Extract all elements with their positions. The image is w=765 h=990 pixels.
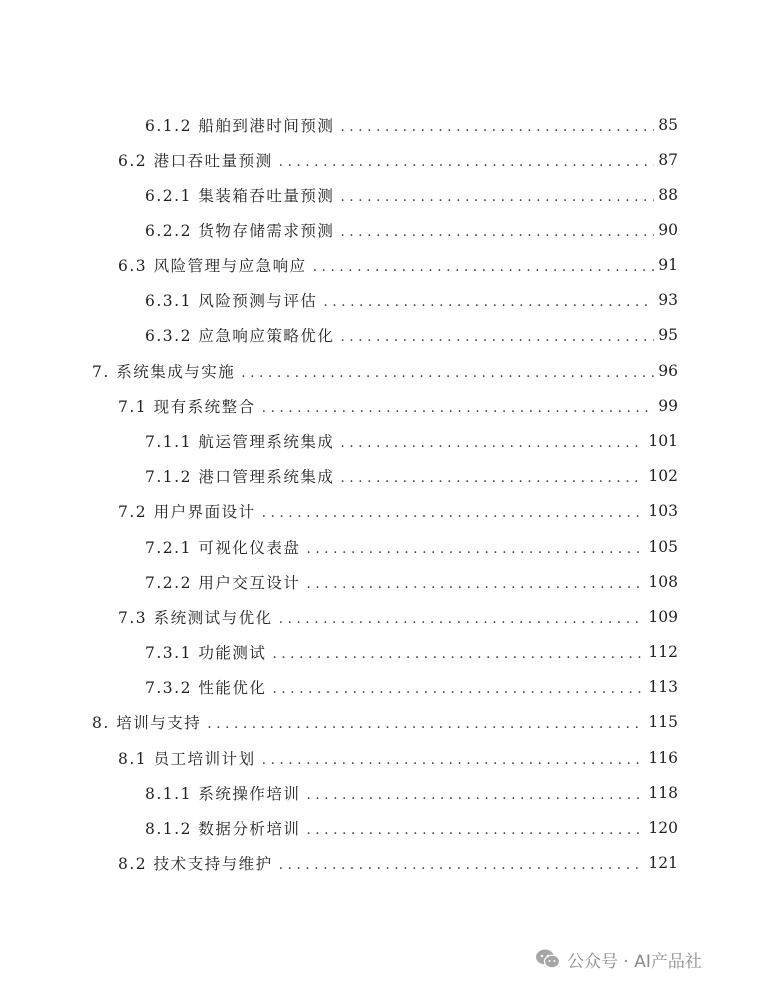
toc-entry-label: 7.2.2 用户交互设计 bbox=[145, 574, 301, 592]
toc-entry-page: 102 bbox=[648, 467, 678, 485]
wechat-icon bbox=[535, 948, 561, 970]
toc-entry-label: 6.2 港口吞吐量预测 bbox=[118, 152, 273, 170]
toc-entry-page: 99 bbox=[658, 397, 678, 415]
dot-leader bbox=[279, 851, 645, 875]
toc-entry-label: 7.1.2 港口管理系统集成 bbox=[145, 468, 335, 486]
dot-leader bbox=[340, 464, 644, 488]
watermark bbox=[535, 944, 702, 974]
dot-leader bbox=[262, 499, 645, 523]
toc-entry-page: 112 bbox=[648, 643, 678, 661]
toc-entry-page: 105 bbox=[648, 538, 678, 556]
toc-entry-label: 7.3.2 性能优化 bbox=[145, 679, 267, 697]
dot-leader bbox=[340, 429, 644, 453]
toc-entry-page: 115 bbox=[648, 713, 678, 731]
toc-entry[interactable] bbox=[145, 535, 678, 559]
toc-entry-page: 93 bbox=[658, 291, 678, 309]
dot-leader bbox=[340, 218, 654, 242]
dot-leader bbox=[262, 746, 645, 770]
toc-entry-label: 8. 培训与支持 bbox=[92, 714, 202, 732]
toc-entry-page: 120 bbox=[648, 819, 678, 837]
toc-entry[interactable] bbox=[118, 148, 678, 172]
toc-entry-label: 7. 系统集成与实施 bbox=[92, 363, 236, 381]
toc-entry-label: 6.3.1 风险预测与评估 bbox=[145, 292, 318, 310]
toc-entry[interactable] bbox=[145, 218, 678, 242]
toc-entry-page: 87 bbox=[658, 151, 678, 169]
toc-entry-label: 8.2 技术支持与维护 bbox=[118, 855, 273, 873]
toc-entry[interactable] bbox=[92, 710, 678, 734]
dot-leader bbox=[207, 710, 644, 734]
toc-entry-page: 108 bbox=[648, 573, 678, 591]
dot-leader bbox=[340, 323, 654, 347]
dot-leader bbox=[272, 675, 644, 699]
toc-entry[interactable] bbox=[145, 464, 678, 488]
dot-leader bbox=[241, 359, 654, 383]
toc-entry-label: 6.2.2 货物存储需求预测 bbox=[145, 222, 335, 240]
toc-entry-page: 121 bbox=[648, 854, 678, 872]
toc-entry-label: 8.1 员工培训计划 bbox=[118, 750, 256, 768]
toc-entry[interactable] bbox=[118, 605, 678, 629]
toc-entry[interactable] bbox=[145, 323, 678, 347]
toc-entry-label: 7.1.1 航运管理系统集成 bbox=[145, 433, 335, 451]
toc-entry-page: 88 bbox=[658, 186, 678, 204]
dot-leader bbox=[306, 781, 644, 805]
toc-entry[interactable] bbox=[92, 359, 678, 383]
dot-leader bbox=[279, 148, 655, 172]
toc-entry-label: 6.3 风险管理与应急响应 bbox=[118, 257, 307, 275]
toc-entry[interactable] bbox=[145, 183, 678, 207]
toc-entry-page: 90 bbox=[658, 221, 678, 239]
toc-entry[interactable] bbox=[145, 113, 678, 137]
dot-leader bbox=[306, 570, 644, 594]
toc-entry[interactable] bbox=[118, 394, 678, 418]
toc-entry-page: 96 bbox=[658, 362, 678, 380]
toc-entry-label: 6.3.2 应急响应策略优化 bbox=[145, 327, 335, 345]
toc-entry-label: 7.1 现有系统整合 bbox=[118, 398, 256, 416]
dot-leader bbox=[306, 816, 644, 840]
toc-entry-page: 118 bbox=[648, 784, 678, 802]
watermark-text: 公众号 · AI产品社 bbox=[567, 951, 702, 972]
toc-entry-page: 95 bbox=[658, 326, 678, 344]
toc-entry-label: 8.1.2 数据分析培训 bbox=[145, 820, 301, 838]
toc-entry-page: 91 bbox=[658, 256, 678, 274]
dot-leader bbox=[306, 535, 644, 559]
toc-entry-label: 7.2 用户界面设计 bbox=[118, 503, 256, 521]
dot-leader bbox=[279, 605, 645, 629]
toc-entry[interactable] bbox=[145, 675, 678, 699]
toc-entry[interactable] bbox=[145, 816, 678, 840]
toc-entry[interactable] bbox=[118, 851, 678, 875]
toc-entry-page: 85 bbox=[658, 116, 678, 134]
toc-entry[interactable] bbox=[118, 253, 678, 277]
dot-leader bbox=[340, 183, 654, 207]
toc-entry-label: 6.1.2 船舶到港时间预测 bbox=[145, 117, 335, 135]
toc-entry-page: 103 bbox=[648, 502, 678, 520]
toc-entry[interactable] bbox=[118, 499, 678, 523]
toc-entry-page: 116 bbox=[648, 749, 678, 767]
toc-entry[interactable] bbox=[145, 640, 678, 664]
toc-entry[interactable] bbox=[145, 429, 678, 453]
toc-entry-page: 113 bbox=[648, 678, 678, 696]
dot-leader bbox=[262, 394, 655, 418]
toc-entry-label: 7.3 系统测试与优化 bbox=[118, 609, 273, 627]
toc-entry-label: 7.3.1 功能测试 bbox=[145, 644, 267, 662]
toc-entry-label: 6.2.1 集装箱吞吐量预测 bbox=[145, 187, 335, 205]
dot-leader bbox=[313, 253, 655, 277]
toc-entry[interactable] bbox=[145, 288, 678, 312]
toc-entry-page: 109 bbox=[648, 608, 678, 626]
toc-entry[interactable] bbox=[145, 570, 678, 594]
toc-entry[interactable] bbox=[118, 746, 678, 770]
dot-leader bbox=[340, 113, 654, 137]
dot-leader bbox=[272, 640, 644, 664]
toc-entry[interactable] bbox=[145, 781, 678, 805]
dot-leader bbox=[323, 288, 654, 312]
toc-entry-label: 8.1.1 系统操作培训 bbox=[145, 785, 301, 803]
toc-entry-label: 7.2.1 可视化仪表盘 bbox=[145, 539, 301, 557]
toc-entry-page: 101 bbox=[648, 432, 678, 450]
